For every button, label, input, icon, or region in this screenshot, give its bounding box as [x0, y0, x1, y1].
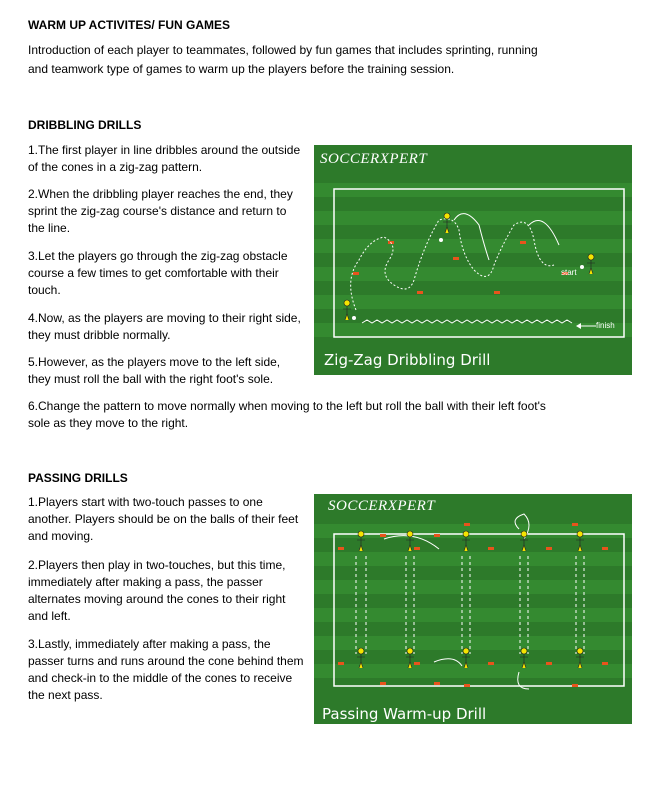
text-line: 3.Let the players go through the zig-zag obstacle [28, 249, 288, 263]
text-line: 4.Now, as the players are moving to their right side, [28, 311, 301, 325]
text-line: 1.The first player in line dribbles around the outside [28, 143, 301, 157]
dribbling-step-2 [28, 186, 293, 237]
dribbling-step-3 [28, 248, 288, 299]
text-line: and moving. [28, 529, 94, 543]
zigzag-field-drawing [314, 145, 632, 375]
text-line: they must roll the ball with the right foot's sole. [28, 372, 274, 386]
text-line: of the cones in a zig-zag pattern. [28, 160, 203, 174]
text-line: they must dribble normally. [28, 328, 171, 342]
text-line: 6.Change the pattern to move normally when moving to the left but roll the ball with their left foot's [28, 399, 546, 413]
text-line: passer turns and runs around the cone behind them [28, 654, 304, 668]
passing-step-1 [28, 494, 298, 545]
text-line: sole as they move to the right. [28, 416, 189, 430]
soccerxpert-logo: SOCCERXPERT [320, 151, 428, 167]
zigzag-caption: Zig-Zag Dribbling Drill [324, 351, 491, 369]
text-line: 3.Lastly, immediately after making a pass, the [28, 637, 271, 651]
passing-step-3 [28, 636, 304, 704]
passing-drill-figure [314, 494, 632, 724]
dribbling-step-5 [28, 354, 280, 388]
passing-field-drawing [314, 494, 632, 724]
warmup-line-2: and teamwork type of games to warm up the players before the training session. [28, 62, 455, 76]
dribbling-heading: DRIBBLING DRILLS [28, 118, 142, 132]
text-line: 1.Players start with two-touch passes to one [28, 495, 263, 509]
soccerxpert-logo: SOCCERXPERT [328, 498, 436, 514]
finish-label: finish [596, 321, 615, 330]
start-label: start [561, 268, 577, 277]
text-line: the next pass. [28, 688, 103, 702]
text-line: alternates moving around the cones to their right [28, 592, 286, 606]
passing-step-2 [28, 557, 285, 625]
dribbling-step-4 [28, 310, 301, 344]
text-line: and check-in to the middle of the cones to receive [28, 671, 293, 685]
text-line: 2.When the dribbling player reaches the end, they [28, 187, 293, 201]
warmup-line-1: Introduction of each player to teammates, followed by fun games that includes sprinting, running [28, 43, 538, 57]
text-line: 2.Players then play in two-touches, but this time, [28, 558, 286, 572]
text-line: another. Players should be on the balls of their feet [28, 512, 299, 526]
text-line: and left. [28, 609, 71, 623]
text-line: 5.However, as the players move to the left side, [28, 355, 281, 369]
dribbling-step-6 [28, 398, 546, 432]
passing-caption: Passing Warm-up Drill [322, 705, 487, 723]
dribbling-step-1 [28, 142, 300, 176]
text-line: sprint the zig-zag course's distance and return to [28, 204, 287, 218]
text-line: immediately after making a pass, the passer [28, 575, 263, 589]
text-line: touch. [28, 283, 61, 297]
passing-heading: PASSING DRILLS [28, 471, 128, 485]
warmup-heading: WARM UP ACTIVITES/ FUN GAMES [28, 18, 231, 32]
text-line: course a few times to get comfortable with their [28, 266, 279, 280]
zigzag-drill-figure [314, 145, 632, 375]
text-line: the line. [28, 221, 71, 235]
